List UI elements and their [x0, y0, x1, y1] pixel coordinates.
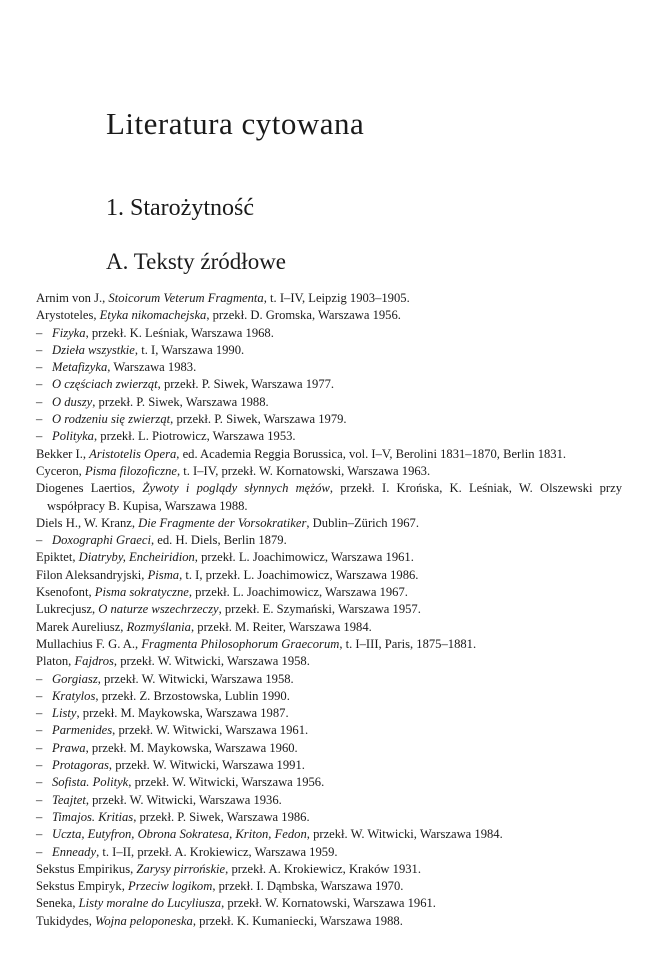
entry-title: Enneady: [52, 844, 97, 859]
entry-title: Uczta, Eutyfron, Obrona Sokratesa, Kriton, Fedon: [52, 827, 307, 842]
bibliography-entry: [36, 446, 622, 463]
entry-details: , przekł. W. Witwicki, Warszawa 1958.: [97, 671, 294, 686]
entry-details: , t. I–III, Paris, 1875–1881.: [339, 636, 477, 651]
bibliography-entry: [36, 480, 622, 515]
bibliography-entry: [36, 307, 622, 324]
entry-details: , przekł. K. Leśniak, Warszawa 1968.: [85, 325, 274, 340]
entry-author: Platon,: [36, 654, 75, 669]
ditto-dash: –: [36, 792, 43, 807]
ditto-dash: –: [36, 740, 43, 755]
entry-details: , przekł. I. Dąmbska, Warszawa 1970.: [212, 879, 404, 894]
bibliography-list: [36, 290, 622, 930]
bibliography-entry: [36, 342, 622, 359]
ditto-dash: –: [36, 706, 43, 721]
entry-title: Fizyka: [52, 325, 86, 340]
bibliography-entry: [36, 671, 622, 688]
entry-details: , przekł. W. Witwicki, Warszawa 1991.: [108, 758, 305, 773]
entry-author: Arystoteles,: [36, 308, 100, 323]
entry-title: Polityka: [52, 429, 94, 444]
entry-title: Rozmyślania: [126, 619, 191, 634]
entry-details: , przekł. W. Witwicki, Warszawa 1958.: [113, 654, 310, 669]
ditto-dash: –: [36, 723, 43, 738]
entry-details: , przekł. W. Witwicki, Warszawa 1984.: [306, 827, 503, 842]
entry-details: , ed. H. Diels, Berlin 1879.: [151, 533, 287, 548]
bibliography-entry: [36, 619, 622, 636]
entry-author: Mullachius F. G. A.,: [36, 636, 142, 651]
entry-title: O naturze wszechrzeczy: [98, 602, 219, 617]
ditto-dash: –: [36, 342, 43, 357]
bibliography-entry: [36, 325, 622, 342]
section-heading: 1. Starożytność: [106, 195, 254, 221]
bibliography-entry: [36, 878, 622, 895]
entry-title: Sofista. Polityk: [52, 775, 129, 790]
page-title: Literatura cytowana: [106, 106, 365, 141]
entry-author: Marek Aureliusz,: [36, 619, 127, 634]
bibliography-entry: [36, 549, 622, 566]
bibliography-entry: [36, 411, 622, 428]
entry-title: Protagoras: [52, 758, 109, 773]
entry-details: , przekł. D. Gromska, Warszawa 1956.: [206, 308, 401, 323]
bibliography-entry: [36, 428, 622, 445]
subsection-heading: A. Teksty źródłowe: [106, 249, 287, 274]
entry-title: Die Fragmente der Vorsokratiker: [138, 515, 307, 530]
entry-details: , t. I, Warszawa 1990.: [134, 342, 245, 357]
bibliography-entry: [36, 895, 622, 912]
ditto-dash: –: [36, 758, 43, 773]
entry-author: Diogenes Laertios,: [36, 481, 143, 496]
entry-details: , przekł. P. Siwek, Warszawa 1977.: [157, 377, 335, 392]
entry-details: , t. I–IV, przekł. W. Kornatowski, Warszawa 1963.: [176, 463, 431, 478]
entry-title: Przeciw logikom: [128, 879, 213, 894]
entry-details: , przekł. M. Maykowska, Warszawa 1987.: [76, 706, 289, 721]
entry-title: Metafizyka: [52, 360, 108, 375]
entry-title: Fragmenta Philosophorum Graecorum: [141, 636, 340, 651]
entry-details: , przekł. M. Reiter, Warszawa 1984.: [190, 619, 372, 634]
entry-details: , t. I–IV, Leipzig 1903–1905.: [263, 291, 410, 305]
entry-title: Zarysy pirrońskie: [136, 861, 226, 876]
bibliography-entry: [36, 515, 622, 532]
entry-details: , Dublin–Zürich 1967.: [306, 515, 420, 530]
ditto-dash: –: [36, 377, 43, 392]
entry-title: Timajos. Kritias: [52, 809, 134, 824]
entry-author: Ksenofont,: [36, 585, 95, 600]
entry-details: , przekł. P. Siwek, Warszawa 1988.: [92, 394, 269, 409]
entry-title: Fajdros: [74, 654, 114, 669]
entry-title: Pisma: [147, 567, 180, 582]
entry-author: Sekstus Empiryk,: [36, 879, 129, 894]
entry-details: , przekł. M. Maykowska, Warszawa 1960.: [85, 740, 298, 755]
entry-title: Kratylos: [52, 688, 96, 703]
ditto-dash: –: [36, 671, 43, 686]
entry-title: Dzieła wszystkie: [52, 342, 135, 357]
ditto-dash: –: [36, 394, 43, 409]
entry-details: , przekł. Z. Brzostowska, Lublin 1990.: [95, 688, 290, 703]
entry-title: Prawa: [52, 740, 86, 755]
bibliography-entry: [36, 809, 622, 826]
entry-details: , przekł. W. Witwicki, Warszawa 1961.: [112, 723, 309, 738]
entry-details: , przekł. K. Kumaniecki, Warszawa 1988.: [192, 913, 403, 928]
ditto-dash: –: [36, 533, 43, 548]
ditto-dash: –: [36, 412, 43, 427]
bibliography-entry: [36, 601, 622, 618]
entry-title: Diatryby, Encheiridion: [78, 550, 195, 565]
entry-title: Etyka nikomachejska: [99, 308, 207, 323]
bibliography-entry: [36, 394, 622, 411]
bibliography-entry: [36, 636, 622, 653]
bibliography-entry: [36, 792, 622, 809]
bibliography-entry: [36, 826, 622, 843]
entry-author: Epiktet,: [36, 550, 79, 565]
bibliography-entry: [36, 359, 622, 376]
entry-details: , przekł. E. Szymański, Warszawa 1957.: [218, 602, 421, 617]
ditto-dash: –: [36, 429, 43, 444]
bibliography-entry: [36, 376, 622, 393]
entry-details: , przekł. P. Siwek, Warszawa 1979.: [170, 412, 347, 427]
entry-details: , ed. Academia Reggia Borussica, vol. I–V, Berolini 1831–1870, Berlin 1831.: [176, 446, 567, 461]
bibliography-entry: [36, 688, 622, 705]
entry-author: Seneka,: [36, 896, 79, 911]
entry-details: , przekł. P. Siwek, Warszawa 1986.: [133, 809, 310, 824]
entry-details: , przekł. L. Joachimowicz, Warszawa 1967.: [188, 585, 408, 600]
bibliography-entry: [36, 584, 622, 601]
bibliography-entry: [36, 844, 622, 861]
entry-author: Filon Aleksandryjski,: [36, 567, 148, 582]
entry-details: , przekł. L. Piotrowicz, Warszawa 1953.: [93, 429, 296, 444]
bibliography-entry: [36, 705, 622, 722]
entry-author: Bekker I.,: [36, 446, 90, 461]
bibliography-entry: [36, 757, 622, 774]
entry-author: Sekstus Empirikus,: [36, 861, 137, 876]
entry-title: Stoicorum Veterum Fragmenta: [108, 291, 264, 305]
bibliography-entry: [36, 290, 622, 307]
entry-title: O rodzeniu się zwierząt: [52, 412, 171, 427]
entry-author: Diels H., W. Kranz,: [36, 515, 139, 530]
entry-details: , przekł. I. Krońska, K. Leśniak, W. Olszewski przy współpracy B. Kupisa, Warszawa 1988.: [47, 481, 622, 513]
entry-details: , przekł. L. Joachimowicz, Warszawa 1961.: [194, 550, 414, 565]
ditto-dash: –: [36, 827, 43, 842]
ditto-dash: –: [36, 775, 43, 790]
bibliography-entry: [36, 653, 622, 670]
bibliography-entry: [36, 861, 622, 878]
entry-details: , Warszawa 1983.: [107, 360, 197, 375]
bibliography-entry: [36, 740, 622, 757]
ditto-dash: –: [36, 844, 43, 859]
entry-author: Cyceron,: [36, 463, 85, 478]
bibliography-entry: [36, 463, 622, 480]
bibliography-entry: [36, 774, 622, 791]
entry-title: Parmenides: [52, 723, 113, 738]
entry-details: , przekł. W. Kornatowski, Warszawa 1961.: [221, 896, 436, 911]
entry-details: , przekł. W. Witwicki, Warszawa 1956.: [128, 775, 325, 790]
bibliography-entry: [36, 567, 622, 584]
entry-title: Listy moralne do Lucyliusza: [78, 896, 222, 911]
entry-details: , t. I–II, przekł. A. Krokiewicz, Warszawa 1959.: [96, 844, 338, 859]
entry-details: , t. I, przekł. L. Joachimowicz, Warszawa 1986.: [179, 567, 419, 582]
entry-title: Teajtet: [52, 792, 86, 807]
entry-author: Lukrecjusz,: [36, 602, 99, 617]
ditto-dash: –: [36, 360, 43, 375]
entry-title: Doxographi Graeci: [52, 533, 151, 548]
ditto-dash: –: [36, 325, 43, 340]
entry-title: Żywoty i poglądy słynnych mężów: [142, 481, 330, 496]
entry-details: , przekł. W. Witwicki, Warszawa 1936.: [85, 792, 282, 807]
entry-title: Pisma filozoficzne: [84, 463, 177, 478]
entry-author: Tukidydes,: [36, 913, 96, 928]
bibliography-entry: [36, 532, 622, 549]
ditto-dash: –: [36, 809, 43, 824]
entry-title: O częściach zwierząt: [52, 377, 158, 392]
entry-details: , przekł. A. Krokiewicz, Kraków 1931.: [225, 861, 421, 876]
entry-title: Pisma sokratyczne: [94, 585, 189, 600]
entry-title: Gorgiasz: [52, 671, 98, 686]
entry-title: Aristotelis Opera: [89, 446, 177, 461]
entry-title: Wojna peloponeska: [95, 913, 193, 928]
entry-author: Arnim von J.,: [36, 291, 109, 305]
bibliography-entry: [36, 722, 622, 739]
entry-title: O duszy: [52, 394, 93, 409]
bibliography-entry: [36, 913, 622, 930]
ditto-dash: –: [36, 688, 43, 703]
entry-title: Listy: [52, 706, 77, 721]
